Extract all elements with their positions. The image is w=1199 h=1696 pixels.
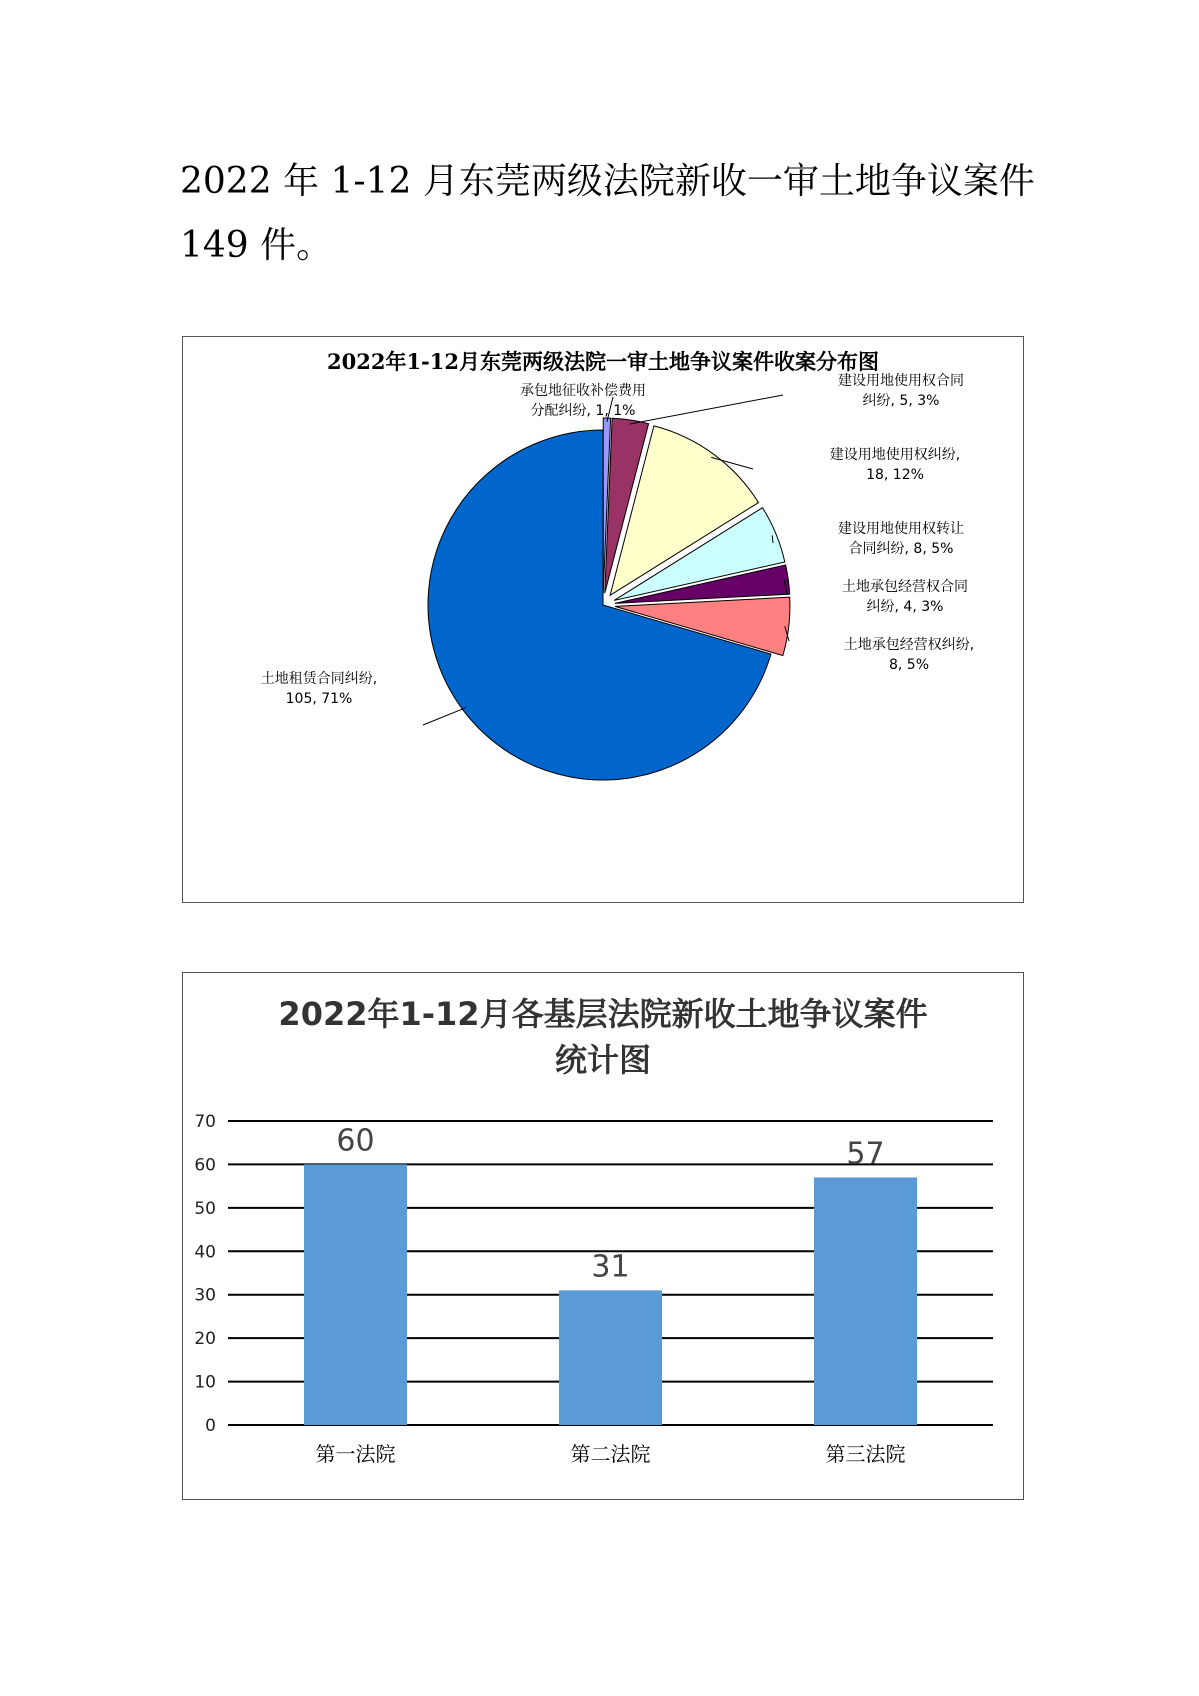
y-tick-label: 10	[194, 1372, 216, 1393]
bar-data-label: 60	[336, 1123, 375, 1159]
pie-slice-label: 18, 12%	[866, 467, 924, 483]
pie-slice-label: 建设用地使用权转让	[838, 521, 964, 537]
x-category-label: 第二法院	[570, 1442, 651, 1466]
bar-data-label: 57	[846, 1136, 885, 1172]
bar	[304, 1164, 407, 1425]
y-tick-label: 0	[205, 1416, 216, 1436]
pie-slice-label: 合同纠纷, 8, 5%	[848, 541, 954, 557]
bar-chart-title-line1: 2022年1-12月各基层法院新收土地争议案件	[278, 995, 928, 1033]
bar-chart-title-line2: 统计图	[554, 1041, 652, 1079]
y-tick-label: 60	[194, 1155, 216, 1176]
pie-slice-label: 分配纠纷, 1, 1%	[530, 403, 636, 419]
y-tick-label: 40	[194, 1242, 216, 1263]
bar-chart-panel	[182, 972, 1024, 1500]
pie-slice-label: 纠纷, 5, 3%	[862, 393, 940, 409]
pie-chart-title: 2022年1-12月东莞两级法院一审土地争议案件收案分布图	[327, 349, 879, 374]
y-tick-label: 20	[194, 1329, 216, 1350]
pie-chart	[183, 337, 1023, 902]
intro-paragraph: 2022 年 1-12 月东莞两级法院新收一审土地争议案件 149 件。	[180, 161, 1035, 266]
x-category-label: 第一法院	[315, 1442, 396, 1466]
pie-slice-label: 建设用地使用权合同	[838, 373, 964, 389]
pie-leader-line	[423, 708, 466, 725]
y-tick-label: 50	[194, 1198, 216, 1219]
x-category-label: 第三法院	[825, 1442, 906, 1466]
pie-slice-label: 105, 71%	[285, 691, 353, 707]
pie-slice-label: 土地租赁合同纠纷,	[260, 671, 378, 687]
pie-chart-panel	[182, 336, 1024, 903]
bar-chart	[183, 973, 1023, 1499]
pie-slice-label: 承包地征收补偿费用	[520, 383, 646, 399]
bar	[814, 1177, 917, 1425]
pie-slice-label: 建设用地使用权纠纷,	[829, 447, 961, 463]
pie-leader-line	[630, 395, 783, 424]
y-tick-label: 70	[194, 1112, 216, 1132]
bar-data-label: 31	[591, 1249, 630, 1285]
y-tick-label: 30	[194, 1285, 216, 1306]
pie-slice-label: 土地承包经营权纠纷,	[843, 637, 975, 653]
bar	[559, 1290, 662, 1425]
pie-slice-label: 8, 5%	[888, 657, 930, 673]
pie-slice-label: 纠纷, 4, 3%	[866, 599, 944, 615]
pie-slice-label: 土地承包经营权合同	[842, 579, 968, 595]
